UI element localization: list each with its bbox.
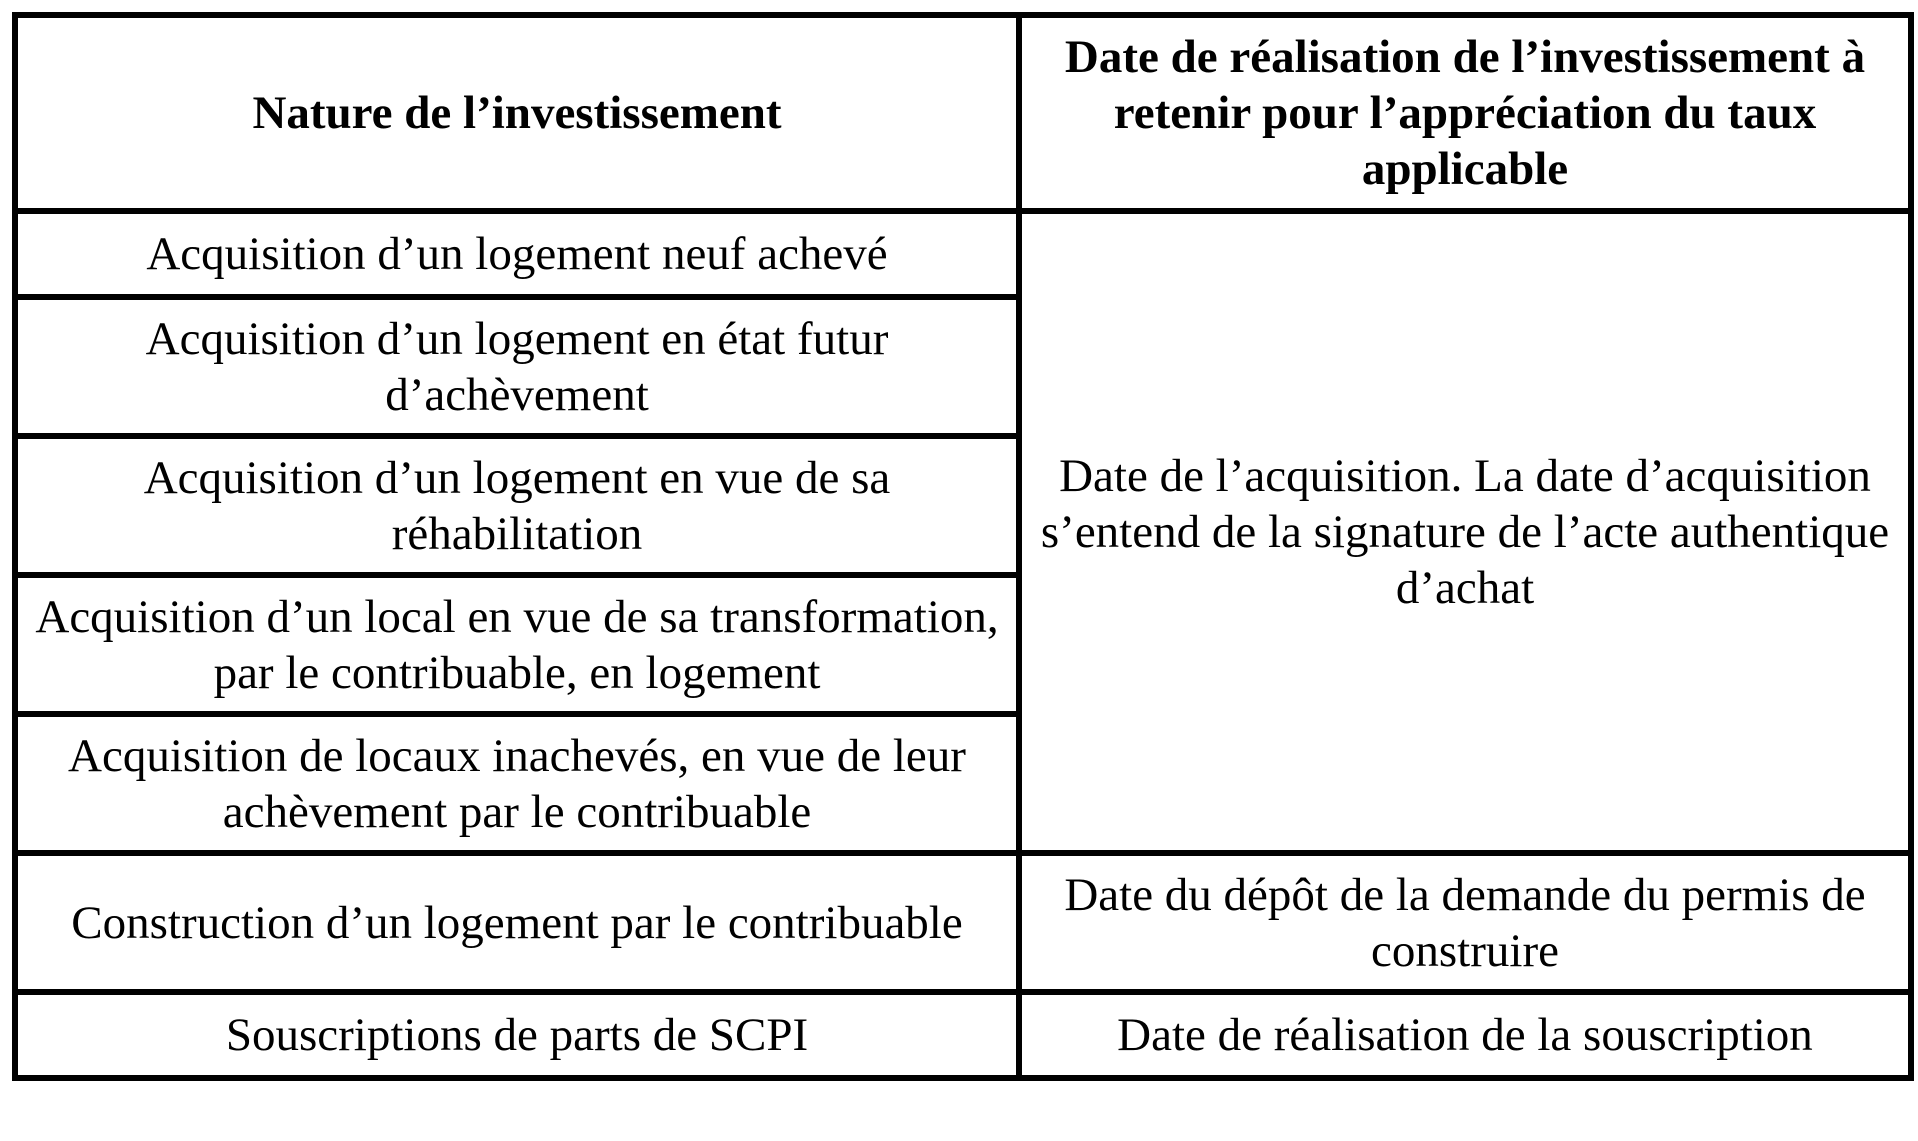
header-date: Date de réalisation de l’investissement à retenir pour l’appréciation du taux applicable [1019,15,1911,211]
row-nature-cell: Construction d’un logement par le contribuable [15,853,1019,992]
row-nature-cell: Acquisition d’un logement en vue de sa réhabilitation [15,436,1019,575]
table-header-row [15,15,1911,211]
row-nature-cell: Acquisition d’un logement neuf achevé [15,211,1019,297]
table-row [15,992,1911,1078]
row-nature-cell: Acquisition d’un logement en état futur d’achèvement [15,297,1019,436]
row-date-cell: Date de réalisation de la souscription [1019,992,1911,1078]
header-nature: Nature de l’investissement [15,15,1019,211]
row-nature-cell: Souscriptions de parts de SCPI [15,992,1019,1078]
investment-date-table [12,12,1914,1081]
row-nature-cell: Acquisition d’un local en vue de sa transformation, par le contribuable, en logement [15,575,1019,714]
row-date-cell: Date du dépôt de la demande du permis de construire [1019,853,1911,992]
row-nature-cell: Acquisition de locaux inachevés, en vue de leur achèvement par le contribuable [15,714,1019,853]
table-row [15,211,1911,297]
merged-date-cell: Date de l’acquisition. La date d’acquisition s’entend de la signature de l’acte authentique d’achat [1019,211,1911,853]
table-row [15,853,1911,992]
